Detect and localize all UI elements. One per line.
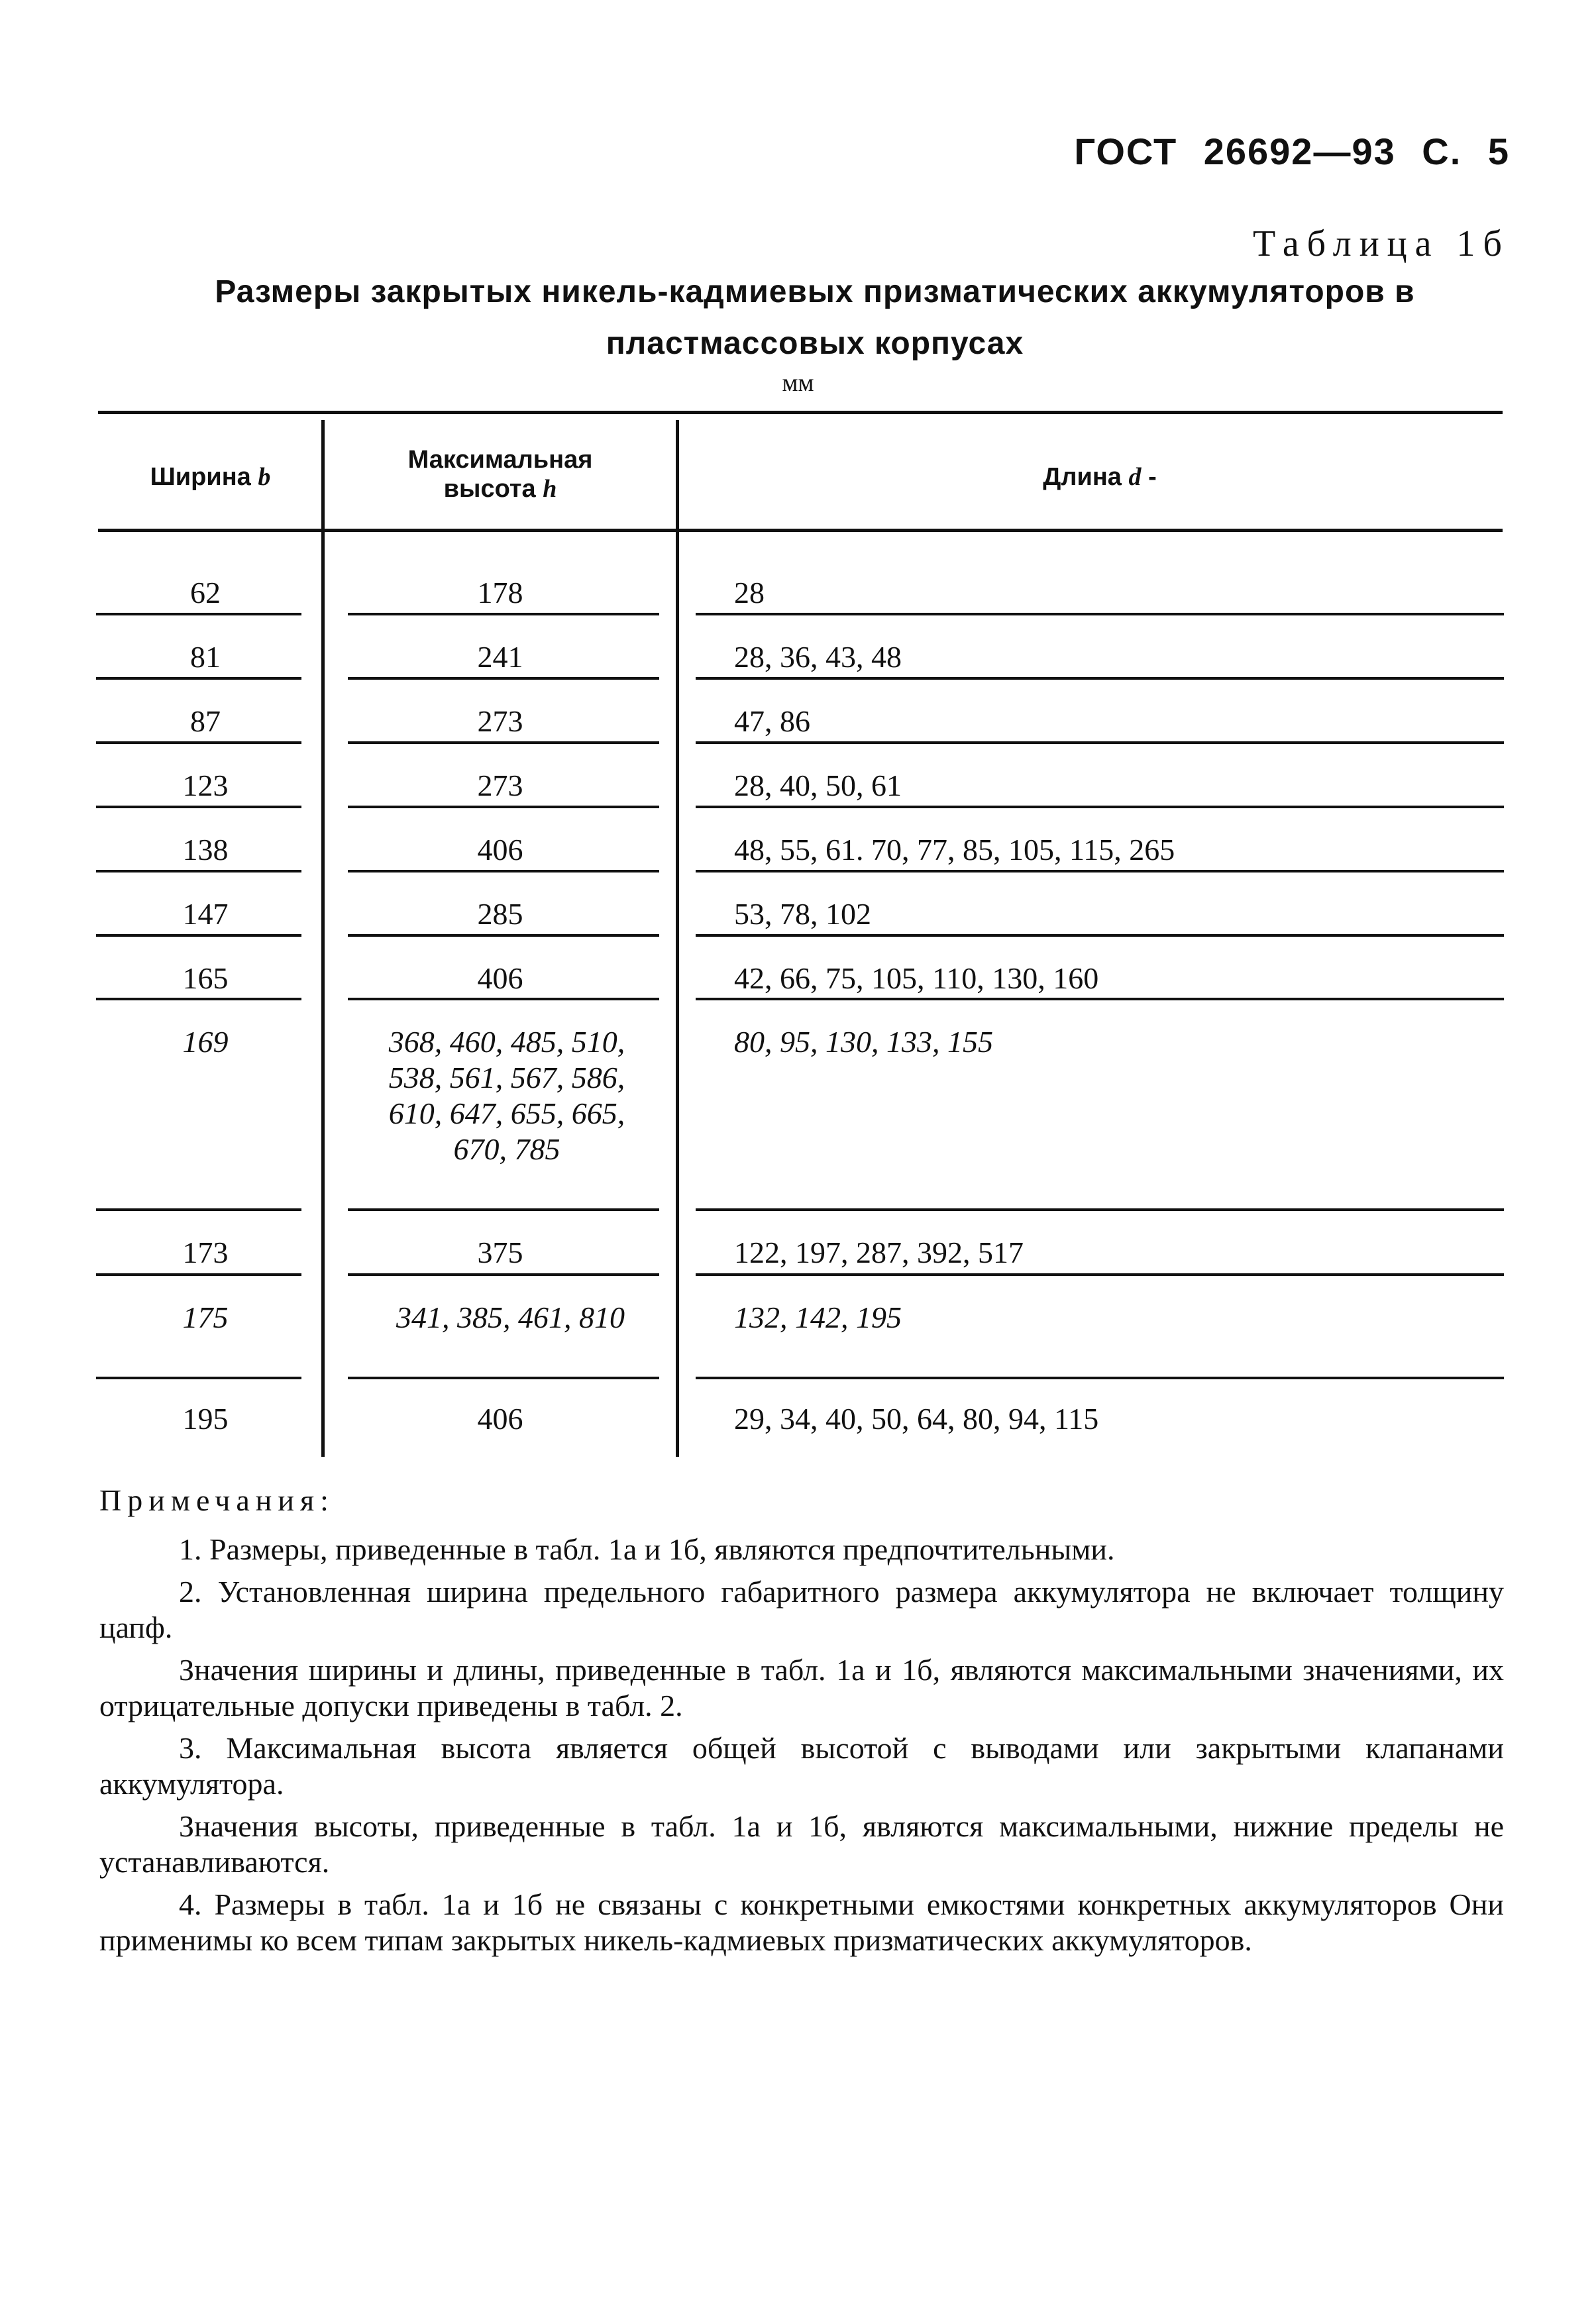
row-separator xyxy=(696,870,1504,872)
row-separator xyxy=(348,741,659,744)
cell-length: 47, 86 xyxy=(734,704,810,738)
table-title: Размеры закрытых никель-кадмиевых призматических аккумуляторов в пластмассовых корпусах xyxy=(215,274,1415,361)
row-separator xyxy=(696,613,1504,615)
note-item: 4. Размеры в табл. 1а и 1б не связаны с конкретными емкостями конкретных аккумуляторов Они применимы ко всем типам закрытых никель-кадмиевых призматических аккумуляторов. xyxy=(99,1887,1504,1957)
cell-height: 241 xyxy=(477,640,523,674)
row-separator xyxy=(96,1377,301,1379)
note-item: Значения ширины и длины, приведенные в табл. 1а и 1б, являются максимальными значениями, их отрицательные допуски приведены в табл. 2. xyxy=(99,1653,1504,1722)
cell-length: 122, 197, 287, 392, 517 xyxy=(734,1236,1024,1269)
cell-length: 28 xyxy=(734,576,765,609)
column-length-symbol: d xyxy=(1128,463,1142,491)
row-separator xyxy=(696,1273,1504,1276)
table-header-rule xyxy=(98,529,1503,532)
cell-length: 28, 40, 50, 61 xyxy=(734,768,902,802)
row-separator xyxy=(96,677,301,680)
row-separator xyxy=(696,677,1504,680)
cell-width: 169 xyxy=(182,1025,229,1059)
cell-height: 375 xyxy=(477,1236,523,1269)
cell-length: 80, 95, 130, 133, 155 xyxy=(734,1025,993,1059)
column-height-symbol: h xyxy=(543,475,557,503)
row-separator xyxy=(348,1273,659,1276)
cell-length: 28, 36, 43, 48 xyxy=(734,640,902,674)
cell-length: 42, 66, 75, 105, 110, 130, 160 xyxy=(734,961,1099,995)
column-header-width xyxy=(99,462,321,492)
cell-height: 273 xyxy=(477,768,523,802)
note-item: 3. Максимальная высота является общей высотой с выводами или закрытыми клапанами аккумулятора. xyxy=(99,1731,1504,1801)
table-top-rule xyxy=(98,411,1503,414)
cell-width: 195 xyxy=(182,1402,229,1436)
column-height-label: Максимальная высота xyxy=(407,446,593,503)
column-header-height xyxy=(391,445,610,503)
page-header: ГОСТ 26692—93 С. 5 xyxy=(1074,131,1510,172)
cell-width: 123 xyxy=(182,768,229,802)
cell-height: 273 xyxy=(477,704,523,738)
row-separator xyxy=(348,613,659,615)
cell-height: 406 xyxy=(477,961,523,995)
cell-length: 53, 78, 102 xyxy=(734,897,871,931)
row-separator xyxy=(96,1273,301,1276)
cell-height: 341, 385, 461, 810 xyxy=(396,1300,625,1334)
row-separator xyxy=(96,613,301,615)
cell-height: 368, 460, 485, 510, 538, 561, 567, 586, 610, 647, 655, 665, 670, 785 xyxy=(388,1025,625,1166)
column-length-dash: - xyxy=(1148,463,1157,491)
table-units: мм xyxy=(782,369,814,397)
row-separator xyxy=(696,1208,1504,1211)
row-separator xyxy=(96,741,301,744)
cell-height: 406 xyxy=(477,1402,523,1436)
cell-width: 81 xyxy=(190,640,221,674)
cell-width: 165 xyxy=(182,961,229,995)
note-item: Значения высоты, приведенные в табл. 1а и 1б, являются максимальными, нижние пределы не устанавливаются. xyxy=(99,1809,1504,1879)
column-divider-1 xyxy=(321,420,325,1457)
row-separator xyxy=(348,870,659,872)
row-separator xyxy=(96,998,301,1000)
cell-length: 48, 55, 61. 70, 77, 85, 105, 115, 265 xyxy=(734,833,1175,867)
row-separator xyxy=(696,934,1504,937)
row-separator xyxy=(96,934,301,937)
row-separator xyxy=(348,998,659,1000)
row-separator xyxy=(96,806,301,808)
row-separator xyxy=(96,1208,301,1211)
cell-height: 178 xyxy=(477,576,523,609)
column-width-symbol: b xyxy=(258,463,271,491)
row-separator xyxy=(348,1377,659,1379)
cell-width: 175 xyxy=(182,1300,229,1334)
notes-section xyxy=(99,1483,1504,1958)
cell-width: 147 xyxy=(182,897,229,931)
row-separator xyxy=(696,741,1504,744)
note-item: 1. Размеры, приведенные в табл. 1а и 1б, являются предпочтительными. xyxy=(179,1532,1115,1566)
column-width-label: Ширина xyxy=(150,463,251,491)
column-length-label: Длина xyxy=(1043,463,1122,491)
cell-height: 285 xyxy=(477,897,523,931)
note-item: 2. Установленная ширина предельного габаритного размера аккумулятора не включает толщину цапф. xyxy=(99,1575,1504,1644)
row-separator xyxy=(348,677,659,680)
row-separator xyxy=(348,1208,659,1211)
notes-title: Примечания: xyxy=(99,1483,335,1517)
column-header-length xyxy=(981,462,1219,492)
row-separator xyxy=(696,806,1504,808)
row-separator xyxy=(348,806,659,808)
cell-width: 87 xyxy=(190,704,221,738)
column-divider-2 xyxy=(676,420,679,1457)
row-separator xyxy=(348,934,659,937)
row-separator xyxy=(96,870,301,872)
row-separator xyxy=(696,1377,1504,1379)
cell-width: 138 xyxy=(182,833,229,867)
cell-length: 29, 34, 40, 50, 64, 80, 94, 115 xyxy=(734,1402,1099,1436)
cell-width: 62 xyxy=(190,576,221,609)
row-separator xyxy=(696,998,1504,1000)
cell-height: 406 xyxy=(477,833,523,867)
cell-length: 132, 142, 195 xyxy=(734,1300,902,1334)
table-label: Таблица 1б xyxy=(1253,223,1510,264)
cell-width: 173 xyxy=(182,1236,229,1269)
